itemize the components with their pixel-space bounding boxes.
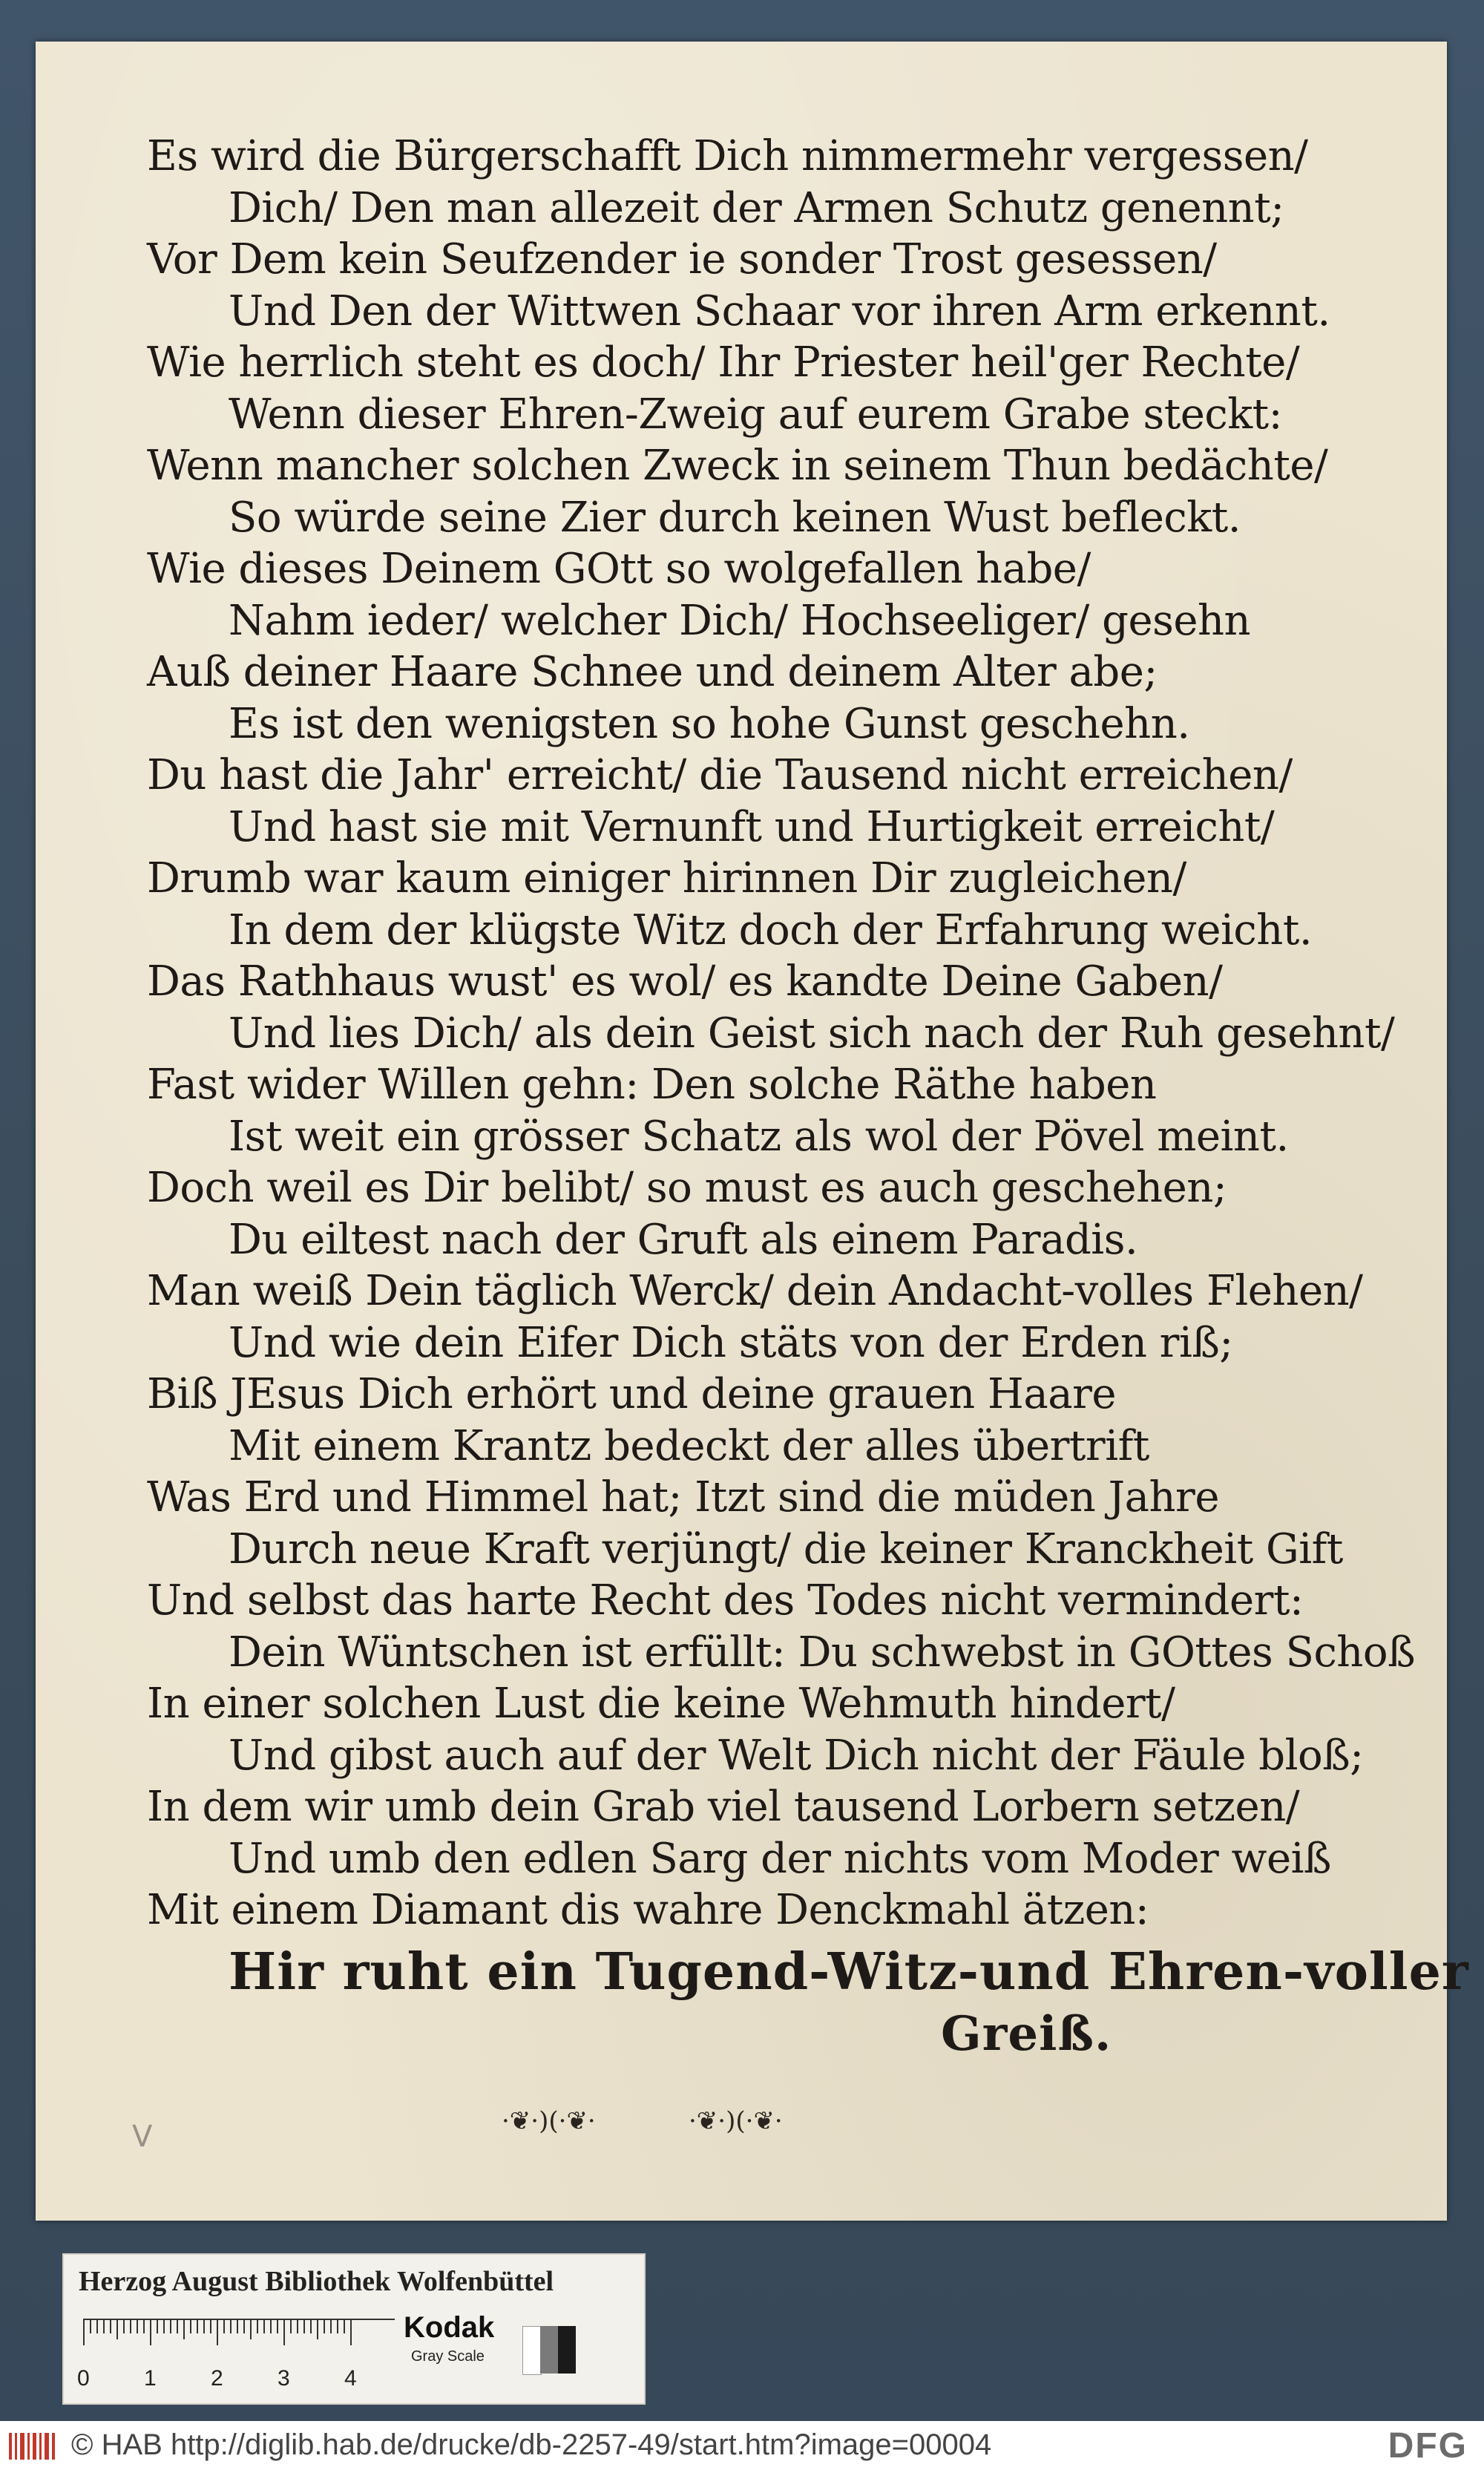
ruler-tick (350, 2320, 352, 2345)
ruler-tick (344, 2320, 345, 2333)
gray-patch-black (558, 2326, 576, 2374)
poem-line: Dich/ Den man allezeit der Armen Schutz genennt; (229, 183, 1284, 232)
ruler-tick (190, 2320, 191, 2333)
ruler-tick (337, 2320, 338, 2333)
poem-line: Doch weil es Dir belibt/ so must es auch geschehen; (147, 1164, 1227, 1212)
ruler-tick (116, 2320, 118, 2339)
poem-line: Es ist den wenigsten so hohe Gunst geschehn. (229, 699, 1190, 748)
ruler-number: 0 (77, 2366, 90, 2391)
ruler-tick (297, 2320, 298, 2333)
poem-line: Du eiltest nach der Gruft als einem Paradis. (229, 1215, 1138, 1264)
ruler-tick (324, 2320, 325, 2333)
poem-line: Biß JEsus Dich erhört und deine grauen Haare (147, 1370, 1117, 1418)
ruler-tick (197, 2320, 198, 2333)
poem-line: Mit einem Diamant dis wahre Denckmahl ätzen: (147, 1886, 1149, 1934)
ruler-number: 4 (344, 2366, 357, 2391)
scale-ruler (77, 2319, 395, 2391)
poem-line: In dem der klügste Witz doch der Erfahrung weicht. (229, 905, 1313, 954)
poem-line: Vor Dem kein Seufzender ie sonder Trost gesessen/ (147, 235, 1217, 284)
ruler-tick (170, 2320, 171, 2333)
ruler-number: 1 (144, 2366, 157, 2391)
ruler-tick (137, 2320, 138, 2333)
dfg-logo: DFG (1388, 2426, 1468, 2466)
poem-line: Nahm ieder/ welcher Dich/ Hochseeliger/ gesehn (229, 596, 1251, 645)
copyright-url[interactable]: © HAB http://diglib.hab.de/drucke/db-2257-49/start.htm?image=00004 (71, 2428, 992, 2461)
poem-line: Mit einem Krantz bedeckt der alles übertrift (229, 1421, 1149, 1470)
ruler-tick (203, 2320, 205, 2333)
ruler-tick (143, 2320, 145, 2333)
ruler-tick (150, 2320, 151, 2345)
ruler-tick (270, 2320, 272, 2333)
poem-line: Auß deiner Haare Schnee und deinem Alter abe; (147, 648, 1158, 696)
poem-line: Und hast sie mit Vernunft und Hurtigkeit erreicht/ (229, 802, 1275, 851)
poem-line: Und umb den edlen Sarg der nichts vom Moder weiß (229, 1834, 1331, 1883)
ruler-number: 2 (211, 2366, 223, 2391)
ruler-tick (243, 2320, 245, 2333)
ruler-tick (283, 2320, 285, 2345)
ruler-tick (257, 2320, 258, 2333)
ruler-tick (330, 2320, 332, 2333)
ruler-number: 3 (278, 2366, 290, 2391)
ruler-tick (310, 2320, 312, 2333)
ruler-tick (96, 2320, 98, 2333)
ornament-left: ·❦·)(·❦· (502, 2106, 596, 2136)
ruler-tick (317, 2320, 318, 2339)
poem-line: Drumb war kaum einiger hirinnen Dir zugleichen/ (147, 854, 1186, 902)
poem-line: Du hast die Jahr' erreicht/ die Tausend nicht erreichen/ (147, 751, 1293, 799)
poem-line: So würde seine Zier durch keinen Wust befleckt. (229, 493, 1241, 542)
ruler-tick (83, 2320, 85, 2345)
footer-bar (0, 2421, 1484, 2470)
gray-patch-white (522, 2326, 542, 2375)
ruler-tick (210, 2320, 211, 2333)
poem-line: Was Erd und Himmel hat; Itzt sind die müden Jahre (147, 1473, 1219, 1521)
ruler-tick (130, 2320, 131, 2333)
kodak-logo: Kodak (404, 2311, 495, 2344)
ornament-right: ·❦·)(·❦· (689, 2106, 783, 2136)
poem-line: Wie dieses Deinem GOtt so wolgefallen habe/ (147, 545, 1091, 593)
ruler-tick (277, 2320, 278, 2333)
poem-line: Wie herrlich steht es doch/ Ihr Priester heil'ger Rechte/ (147, 338, 1300, 387)
margin-mark: V (132, 2120, 153, 2154)
gray-patch-mid (540, 2326, 558, 2374)
ruler-tick (303, 2320, 305, 2333)
ruler-tick (123, 2320, 125, 2333)
poem-line: Und selbst das harte Recht des Todes nicht vermindert: (147, 1576, 1304, 1625)
poem-final-line: Hir ruht ein Tugend-Witz-und Ehren-voller (229, 1942, 1469, 2002)
ruler-tick (217, 2320, 218, 2345)
ruler-tick (230, 2320, 232, 2333)
poem-final-word: Greiß. (941, 2005, 1112, 2062)
poem-text (147, 131, 1469, 2066)
ruler-tick (90, 2320, 91, 2333)
ruler-tick (183, 2320, 185, 2339)
ruler-tick (263, 2320, 265, 2333)
poem-line: Dein Wüntschen ist erfüllt: Du schwebst in GOttes Schoß (229, 1628, 1415, 1677)
ruler-tick (177, 2320, 178, 2333)
poem-line: Durch neue Kraft verjüngt/ die keiner Kranckheit Gift (229, 1524, 1343, 1573)
ruler-tick (110, 2320, 111, 2333)
poem-line: Fast wider Willen gehn: Den solche Räthe haben (147, 1061, 1157, 1109)
poem-line: Und lies Dich/ als dein Geist sich nach der Ruh gesehnt/ (229, 1009, 1395, 1058)
ruler-tick (163, 2320, 165, 2333)
poem-line: Wenn dieser Ehren-Zweig auf eurem Grabe steckt: (229, 390, 1283, 439)
hab-barcode-icon (7, 2430, 59, 2463)
poem-line: In einer solchen Lust die keine Wehmuth hindert/ (147, 1680, 1175, 1728)
ruler-tick (103, 2320, 105, 2333)
ruler-tick (290, 2320, 292, 2333)
poem-line: Und gibst auch auf der Welt Dich nicht der Fäule bloß; (229, 1731, 1364, 1780)
poem-line: Man weiß Dein täglich Werck/ dein Andacht-volles Flehen/ (147, 1267, 1363, 1315)
ruler-tick (223, 2320, 225, 2333)
gray-scale-label: Gray Scale (411, 2348, 485, 2365)
poem-line: Ist weit ein grösser Schatz als wol der Pövel meint. (229, 1112, 1289, 1161)
ruler-tick (250, 2320, 252, 2339)
poem-line: Es wird die Bürgerschafft Dich nimmermehr vergessen/ (147, 132, 1308, 180)
poem-line: Das Rathhaus wust' es wol/ es kandte Deine Gaben/ (147, 957, 1223, 1006)
library-name: Herzog August Bibliothek Wolfenbüttel (79, 2266, 554, 2297)
document-page (36, 42, 1469, 2221)
ruler-tick (157, 2320, 158, 2333)
ruler-tick (237, 2320, 238, 2333)
poem-line: Und Den der Wittwen Schaar vor ihren Arm erkennt. (229, 286, 1330, 335)
poem-line: Wenn mancher solchen Zweck in seinem Thun bedächte/ (147, 442, 1328, 490)
color-target-card (62, 2253, 646, 2405)
poem-line: Und wie dein Eifer Dich stäts von der Erden riß; (229, 1318, 1233, 1367)
poem-line: In dem wir umb dein Grab viel tausend Lorbern setzen/ (147, 1783, 1300, 1831)
